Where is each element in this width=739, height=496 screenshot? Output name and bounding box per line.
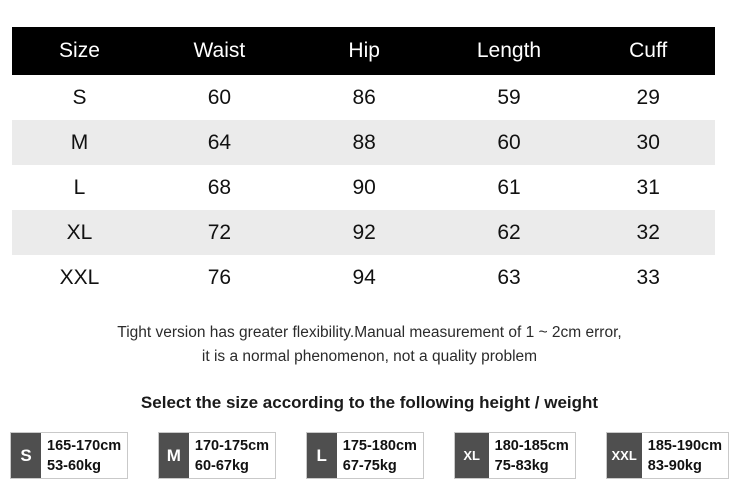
measurement-note-line-2: it is a normal phenomenon, not a quality problem — [201, 348, 538, 365]
chip-weight-xxl: 83-90kg — [647, 457, 702, 474]
chip-height-m: 170-175cm — [194, 437, 270, 454]
chip-height-s: 165-170cm — [47, 437, 122, 454]
column-header-cuff: Cuff — [629, 39, 668, 62]
cell-hip: 92 — [352, 221, 376, 244]
column-header-hip: Hip — [348, 39, 380, 62]
cell-size: XL — [66, 221, 93, 244]
column-header-waist: Waist — [193, 39, 246, 62]
cell-size: M — [70, 131, 89, 154]
size-chart-table — [12, 27, 715, 300]
cell-waist: 76 — [207, 266, 232, 289]
table-row — [12, 120, 715, 165]
table-row — [12, 75, 715, 120]
cell-cuff: 29 — [636, 86, 660, 109]
height-weight-chip-xl — [454, 432, 576, 479]
chip-height-xxl: 185-190cm — [647, 437, 722, 454]
table-row — [12, 165, 715, 210]
select-size-title: Select the size according to the following height / weight — [140, 393, 599, 412]
cell-size: XXL — [59, 266, 100, 289]
cell-length: 61 — [497, 176, 521, 199]
measurement-note — [0, 322, 739, 368]
cell-hip: 94 — [352, 266, 376, 289]
chip-text-xl — [489, 433, 575, 478]
height-weight-chip-list — [10, 432, 729, 479]
cell-length: 60 — [497, 131, 521, 154]
chip-badge-s: S — [11, 433, 41, 478]
cell-length: 62 — [497, 221, 521, 244]
table-body — [12, 75, 715, 300]
cell-size: S — [72, 86, 87, 109]
cell-length: 63 — [497, 266, 521, 289]
chip-badge-m: M — [159, 433, 189, 478]
cell-cuff: 32 — [636, 221, 660, 244]
chip-badge-l: L — [307, 433, 337, 478]
measurement-note-line-1: Tight version has greater flexibility.Manual measurement of 1 ~ 2cm error, — [117, 324, 622, 341]
chip-height-xl: 180-185cm — [494, 437, 569, 454]
height-weight-chip-s — [10, 432, 128, 479]
column-header-size: Size — [59, 39, 100, 62]
cell-hip: 88 — [352, 131, 376, 154]
cell-waist: 72 — [207, 221, 232, 244]
cell-hip: 90 — [352, 176, 376, 199]
cell-cuff: 31 — [636, 176, 660, 199]
cell-length: 59 — [497, 86, 521, 109]
table-header-row — [12, 27, 715, 75]
chip-text-s — [41, 433, 127, 478]
height-weight-chip-m — [158, 432, 276, 479]
chip-weight-s: 53-60kg — [47, 457, 102, 474]
chip-text-l — [337, 433, 423, 478]
cell-waist: 60 — [207, 86, 232, 109]
chip-text-m — [189, 433, 275, 478]
chip-height-l: 175-180cm — [342, 437, 417, 454]
chip-weight-xl: 75-83kg — [494, 457, 549, 474]
chip-badge-xxl: XXL — [607, 433, 642, 478]
cell-cuff: 33 — [636, 266, 660, 289]
column-header-length: Length — [476, 39, 542, 62]
table-row — [12, 210, 715, 255]
cell-hip: 86 — [352, 86, 376, 109]
chip-weight-l: 67-75kg — [342, 457, 397, 474]
cell-waist: 64 — [207, 131, 232, 154]
height-weight-chip-l — [306, 432, 424, 479]
chip-weight-m: 60-67kg — [194, 457, 249, 474]
chip-badge-xl: XL — [455, 433, 489, 478]
cell-cuff: 30 — [636, 131, 660, 154]
cell-size: L — [73, 176, 86, 199]
cell-waist: 68 — [207, 176, 232, 199]
chip-text-xxl — [642, 433, 728, 478]
height-weight-chip-xxl — [606, 432, 729, 479]
table-row — [12, 255, 715, 300]
table-header — [12, 27, 715, 75]
